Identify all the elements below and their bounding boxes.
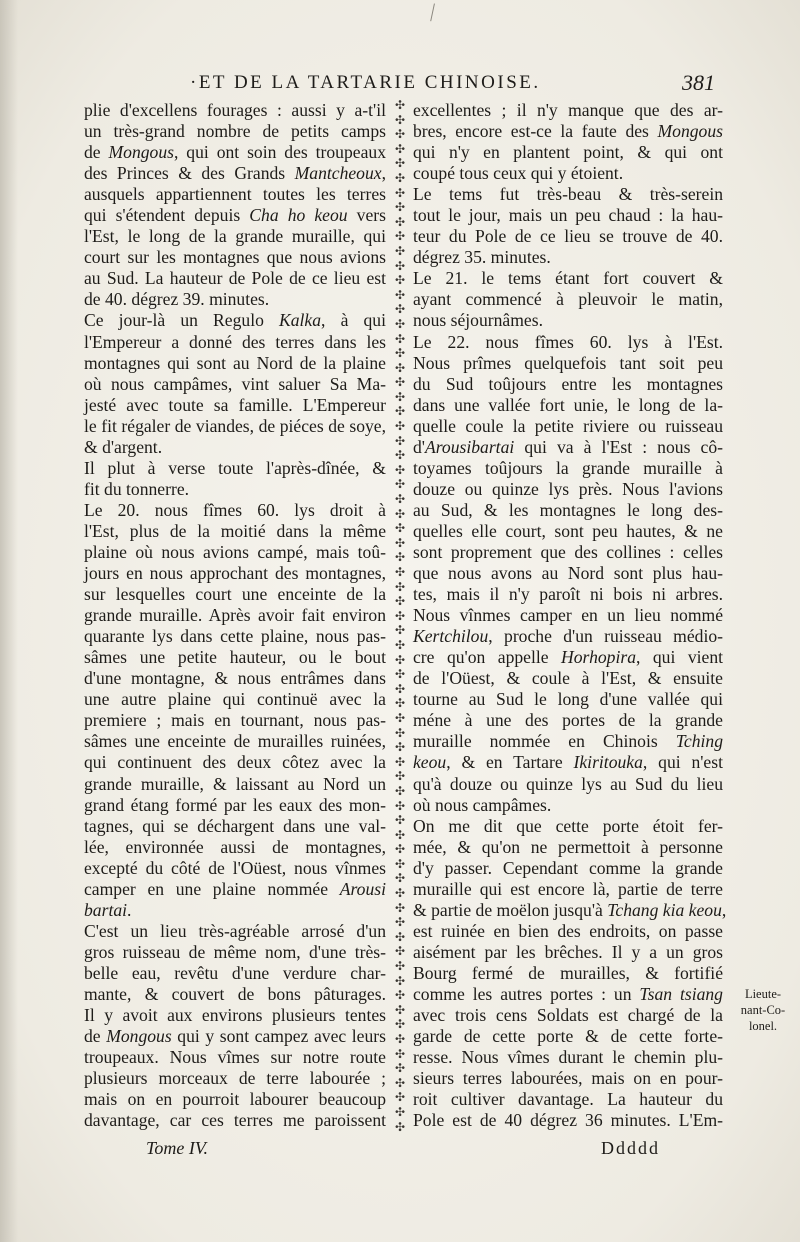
text-line: teur du Pole de ce lieu se trouve de 40. (413, 226, 723, 247)
text-line: C'est un lieu très-agréable arrosé d'un (84, 920, 386, 941)
text-line: Le 20. nous fîmes 60. lys droit à (84, 499, 386, 520)
text-line: ausquels appartiennent toutes les terres (84, 184, 386, 205)
margin-note (730, 986, 796, 1034)
ornament-divider: ✣ ✣ ✣ ✣ ✣ ✣ ✣ ✣ ✣ ✣ ✣ ✣ ✣ ✣ ✣ ✣ ✣ ✣ ✣ ✣ ✣ ✣ ✣ ✣ ✣ ✣ ✣ ✣ ✣ ✣ ✣ ✣ ✣ ✣ ✣ ✣ ✣ ✣ ✣ ✣ ✣ ✣ ✣ ✣ ✣ ✣ ✣ ✣ ✣ ✣ ✣ ✣ ✣ ✣ ✣ ✣ ✣ ✣ ✣ ✣ ✣ ✣ ✣ ✣ ✣ ✣ ✣ ✣ ✣ ✣ ✣ (394, 98, 406, 1134)
margin-note-line: Lieute- (744, 987, 782, 1001)
text-line: quelles elle court, sont peu hautes, & ne (413, 520, 723, 541)
text-line: Le tems fut très-beau & très-serein (413, 184, 723, 205)
text-line: troupeaux. Nous vîmes sur notre route (84, 1047, 386, 1068)
text-line: & d'argent. (84, 436, 163, 457)
text-line: excellentes ; il n'y manque que des ar- (413, 100, 723, 120)
text-line: de 40. dégrez 39. minutes. (84, 289, 270, 310)
text-line: resse. Nous vîmes durant le chemin plu- (413, 1047, 723, 1068)
text-line: grande muraille, & laissant au Nord un (84, 773, 386, 794)
text-line: jours en nous approchant des montagnes, (84, 563, 386, 584)
text-line: davantage, car ces terres me paroissent (84, 1110, 386, 1131)
text-line: Il y avoit aux environs plusieurs tentes (84, 1005, 386, 1026)
text-line: tes, mais il n'y paroît ni bois ni arbres. (413, 584, 723, 605)
page-number: 381 (682, 70, 715, 95)
text-line: d'une montagne, & nous entrâmes dans (84, 668, 386, 689)
text-line: sâmes une petite hauteur, ou le bout (84, 647, 386, 668)
text-line: de Mongous qui y sont campez avec leurs (84, 1026, 386, 1047)
text-line: qui continuent des deux côtez avec la (84, 752, 386, 773)
text-line: fit du tonnerre. (84, 478, 190, 499)
text-line: premiere ; mais en tournant, nous pas- (84, 710, 386, 731)
text-line: sâmes une enceinte de murailles ruinées, (84, 731, 386, 752)
text-line: l'Est, le long de la grande muraille, qui (84, 226, 386, 247)
text-line: gros ruisseau de même nom, d'une très- (84, 941, 386, 962)
text-line: de Mongous, qui ont soin des troupeaux (84, 142, 386, 163)
text-line: l'Est, plus de la moitié dans la même (84, 520, 386, 541)
text-line: bres, encore est-ce la faute des Mongous (413, 121, 723, 142)
text-line: Nous vînmes camper en un lieu nommé (413, 605, 723, 626)
volume-signature: Tome IV. (146, 1138, 209, 1158)
text-line: cre qu'on appelle Horhopira, qui vient (413, 647, 724, 668)
text-line: où nous campâmes. (413, 794, 552, 815)
text-line: qui s'étendent depuis Cha ho keou vers (84, 205, 386, 226)
text-line: d'Arousibartai qui va à l'Est : nous cô- (413, 436, 723, 457)
text-line: roit cultiver davantage. La hauteur du (413, 1089, 723, 1110)
text-line: quarante lys dans cette plaine, nous pas- (84, 626, 386, 647)
text-line: Bourg fermé de murailles, & fortifié (413, 962, 723, 983)
text-line: bartai. (84, 899, 132, 920)
margin-note-line: lonel. (748, 1019, 778, 1033)
text-line: Nous prîmes quelquefois tant soit peu (413, 352, 723, 373)
text-line: grande muraille. Après avoir fait environ (84, 605, 386, 626)
text-line: méne à une des portes de la grande (413, 710, 723, 731)
text-line: On me dit que cette porte étoit fer- (413, 815, 723, 836)
text-line: Ce jour-là un Regulo Kalka, à qui (84, 310, 386, 331)
text-line: muraille nommée en Chinois Tching (413, 731, 723, 752)
gathering-signature: Ddddd (601, 1138, 660, 1158)
text-line: tourne au Sud le long d'une vallée qui (413, 689, 723, 710)
text-line: Kertchilou, proche d'un ruisseau médio- (413, 626, 723, 647)
text-line: jesté avec toute sa famille. L'Empereur (84, 394, 386, 415)
text-line: que nous avons au Nord sont plus hau- (413, 563, 723, 584)
right-column (413, 100, 727, 1131)
text-line: est ruinée en bien des endroits, on passe (413, 920, 723, 941)
text-line: sieurs terres labourées, mais on en pour- (413, 1068, 723, 1089)
text-line: camper en une plaine nommée Arousi (84, 878, 386, 899)
running-header: ·ET DE LA TARTARIE CHINOISE. (190, 72, 541, 93)
text-line: lée, environnée aussi de montagnes, (84, 836, 386, 857)
left-column (84, 100, 386, 1131)
text-line: plie d'excellens fourages : aussi y a-t'il (84, 100, 386, 120)
text-line: de l'Oüest, & coule à l'Est, & ensuite (413, 668, 723, 689)
margin-note-line: nant-Co- (740, 1003, 786, 1017)
text-line: Pole est de 40 dégrez 36 minutes. L'Em- (413, 1110, 723, 1131)
text-line: mée, & qu'on ne permettoit à personne (413, 836, 723, 857)
text-line: toyames toûjours la grande muraille à (413, 457, 723, 478)
text-line: montagnes qui sont au Nord de la plaine (84, 352, 386, 373)
text-line: avec trois cens Soldats est chargé de la (413, 1005, 723, 1026)
pencil-mark (430, 3, 441, 22)
text-line: mante, & couvert de bons pâturages. (84, 983, 386, 1004)
text-line: un très-grand nombre de petits camps (84, 121, 386, 142)
text-line: coupé tous ceux qui y étoient. (413, 163, 624, 184)
text-line: le fit régaler de viandes, de piéces de soye, (84, 415, 386, 436)
text-line: une autre plaine qui continuë avec la (84, 689, 386, 710)
text-line: dans une vallée fort unie, le long de la- (413, 394, 723, 415)
text-line: sur lesquelles court une enceinte de la (84, 584, 386, 605)
text-line: dégrez 35. minutes. (413, 247, 551, 268)
text-line: garde de cette porte & de cette forte- (413, 1026, 723, 1047)
text-line: sont proprement que des collines : celles (413, 541, 723, 562)
text-line: excepté du côté de l'Oüest, nous vînmes (84, 857, 386, 878)
text-line: Le 21. le tems étant fort couvert & (413, 268, 723, 289)
text-line: keou, & en Tartare Ikiritouka, qui n'est (413, 752, 723, 773)
text-line: aisément par les brêches. Il y a un gros (413, 941, 723, 962)
gutter-shadow (0, 0, 18, 1242)
text-line: qui n'y en plantent point, & qui ont (413, 142, 723, 163)
text-line: où nous campâmes, vint saluer Sa Ma- (84, 373, 386, 394)
text-line: douze ou quinze lys près. Nous l'avions (413, 478, 723, 499)
text-line: muraille qui est encore là, partie de terre (413, 878, 723, 899)
text-line: qu'à douze ou quinze lys au Sud du lieu (413, 773, 723, 794)
text-line: du Sud toûjours entre les montagnes (413, 373, 723, 394)
text-line: court sur les montagnes que nous avions (84, 247, 386, 268)
text-line: ayant commencé à pleuvoir le matin, (413, 289, 723, 310)
text-line: Le 22. nous fîmes 60. lys à l'Est. (413, 331, 723, 352)
text-line: tout le jour, mais un peu chaud : la hau- (413, 205, 723, 226)
text-line: d'y passer. Cependant comme la grande (413, 857, 723, 878)
text-line: l'Empereur a donné des terres dans les (84, 331, 386, 352)
text-line: au Sud, & les montagnes le long des- (413, 499, 723, 520)
text-line: plusieurs morceaux de terre labourée ; (84, 1068, 386, 1089)
text-line: mais on en pourroit labourer beaucoup (84, 1089, 386, 1110)
text-line: tagnes, qui se déchargent dans une val- (84, 815, 386, 836)
text-line: plaine où nous avions campé, mais toû- (84, 541, 386, 562)
text-line: des Princes & des Grands Mantcheoux, (84, 163, 386, 184)
text-line: & partie de moëlon jusqu'à Tchang kia keou, (413, 899, 727, 920)
text-line: comme les autres portes : un Tsan tsiang (413, 983, 723, 1004)
text-line: nous séjournâmes. (413, 310, 543, 331)
text-line: grand étang formé par les eaux des mon- (84, 794, 386, 815)
text-line: Il plut à verse toute l'après-dînée, & (84, 457, 386, 478)
text-line: quelle coule la petite riviere ou ruisseau (413, 415, 723, 436)
text-line: au Sud. La hauteur de Pole de ce lieu est (84, 268, 386, 289)
text-line: belle eau, revêtu d'une verdure char- (84, 962, 386, 983)
